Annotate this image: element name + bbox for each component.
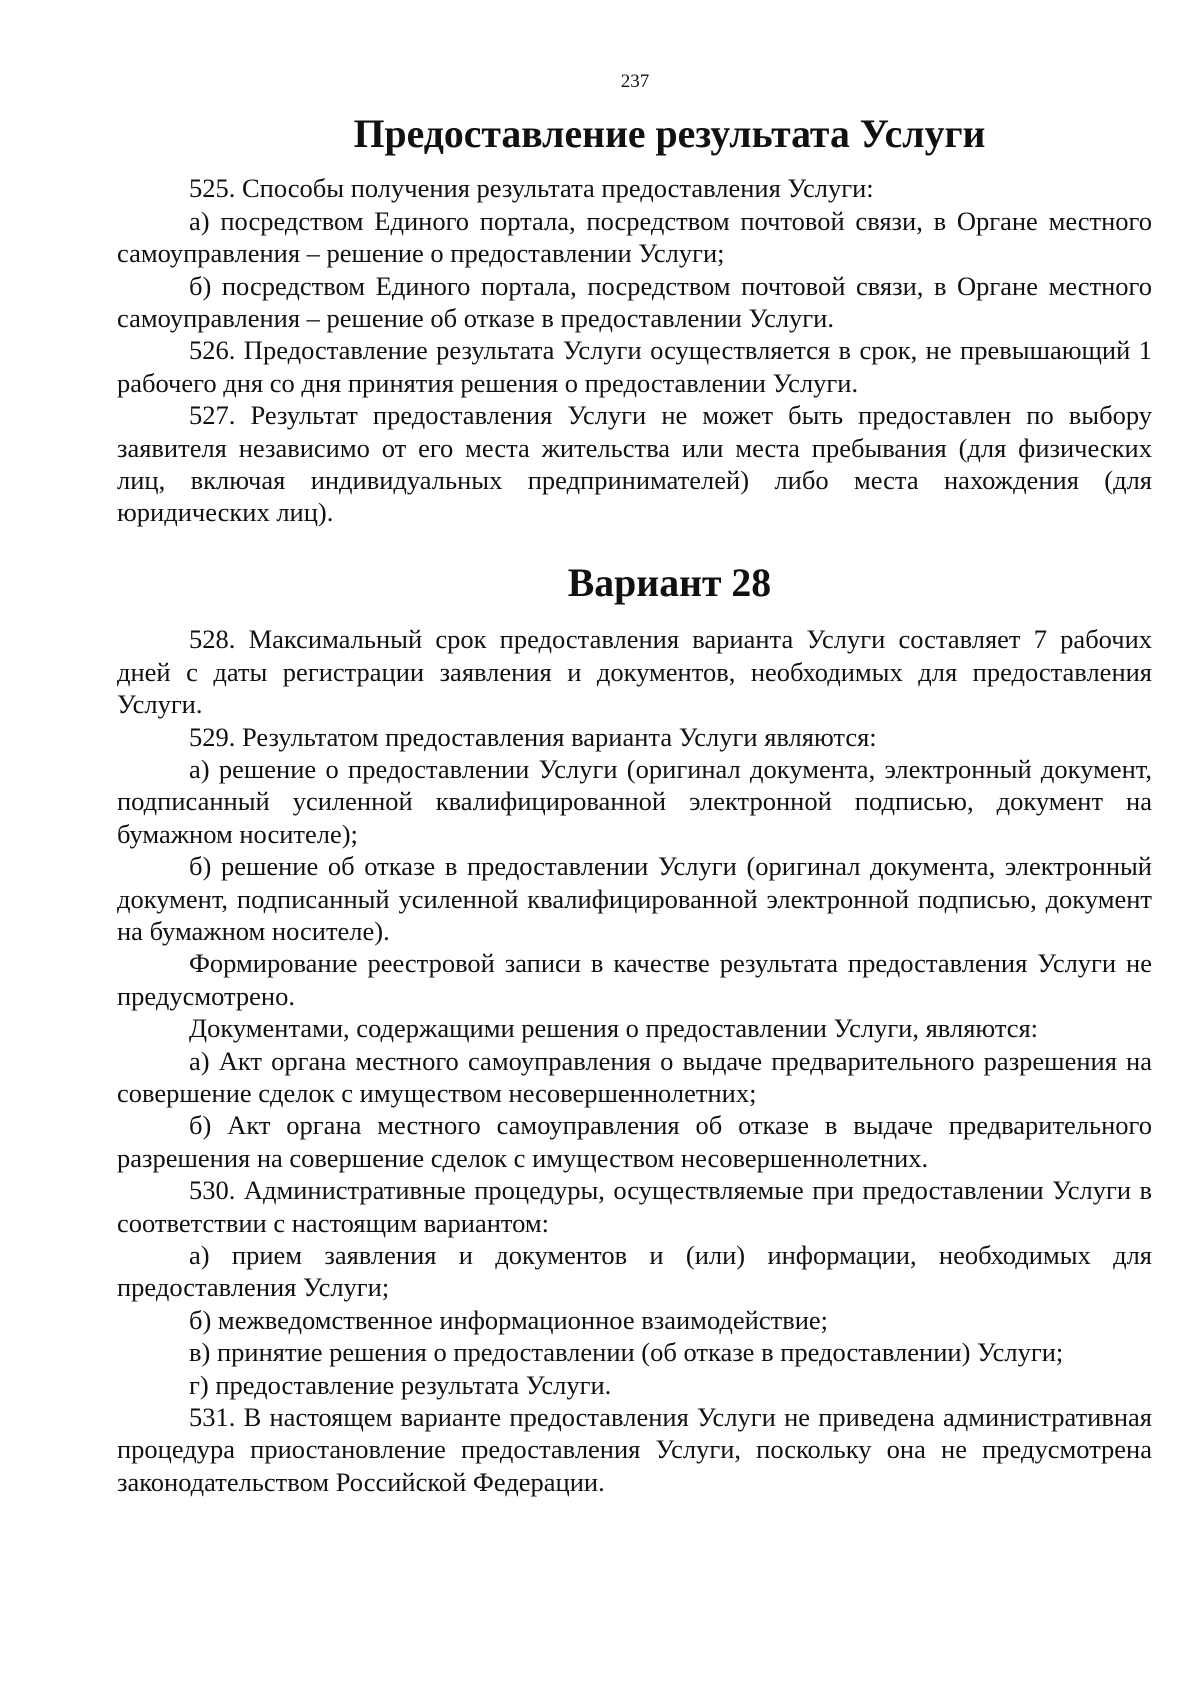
paragraph-525-a: а) посредством Единого портала, посредством почтовой связи, в Органе местного самоуправления – решение о предоставлении Услуги; <box>117 205 1152 269</box>
paragraph-530-c: в) принятие решения о предоставлении (об отказе в предоставлении) Услуги; <box>189 1337 1064 1368</box>
page-content <box>117 112 1152 1498</box>
paragraph-526: 526. Предоставление результата Услуги осуществляется в срок, не превышающий 1 рабочего дня со дня принятия решения о предоставлении Услуги. <box>117 335 1152 398</box>
paragraph-decision-documents: Документами, содержащими решения о предоставлении Услуги, являются: <box>189 1013 1039 1044</box>
paragraph-529: 529. Результатом предоставления варианта Услуги являются: <box>189 721 877 752</box>
section-body <box>117 172 1152 528</box>
paragraph-527: 527. Результат предоставления Услуги не может быть предоставлен по выбору заявителя независимо от его места жительства или места пребывания (для физических лиц, включая индивидуальных предпринимателей) либо места нахождения (для юридических лиц). <box>117 400 1152 528</box>
paragraph-530: 530. Административные процедуры, осуществляемые при предоставлении Услуги в соответствии с настоящим вариантом: <box>117 1175 1152 1238</box>
paragraph-registry-note: Формирование реестровой записи в качестве результата предоставления Услуги не предусмотрено. <box>117 948 1152 1011</box>
paragraph-525-b: б) посредством Единого портала, посредством почтовой связи, в Органе местного самоуправления – решение об отказе в предоставлении Услуги. <box>117 270 1152 334</box>
paragraph-530-b: б) межведомственное информационное взаимодействие; <box>189 1304 829 1335</box>
variant-body <box>117 623 1152 1498</box>
section-title: Предоставление результата Услуги <box>353 112 986 156</box>
paragraph-529-b: б) решение об отказе в предоставлении Услуги (оригинал документа, электронный документ, подписанный усиленной квалифицированной электронной подписью, документ на бумажном носителе). <box>117 851 1152 946</box>
paragraph-525: 525. Способы получения результата предоставления Услуги: <box>189 173 874 204</box>
paragraph-530-a: а) прием заявления и документов и (или) информации, необходимых для предоставления Услуги; <box>117 1240 1152 1303</box>
page-number: 237 <box>620 71 650 92</box>
paragraph-528: 528. Максимальный срок предоставления варианта Услуги составляет 7 рабочих дней с даты регистрации заявления и документов, необходимых для предоставления Услуги. <box>117 624 1152 720</box>
paragraph-530-d: г) предоставление результата Услуги. <box>189 1369 612 1400</box>
paragraph-decision-a: а) Акт органа местного самоуправления о выдаче предварительного разрешения на совершение сделок с имуществом несовершеннолетних; <box>117 1045 1152 1108</box>
paragraph-529-a: а) решение о предоставлении Услуги (оригинал документа, электронный документ, подписанный усиленной квалифицированной электронной подписью, документ на бумажном носителе); <box>117 753 1152 849</box>
paragraph-decision-b: б) Акт органа местного самоуправления об отказе в выдаче предварительного разрешения на совершение сделок с имуществом несовершеннолетних. <box>117 1110 1152 1173</box>
variant-title: Вариант 28 <box>567 560 772 605</box>
paragraph-531: 531. В настоящем варианте предоставления Услуги не приведена административная процедура приостановление предоставления Услуги, поскольку она не предусмотрена законодательством Российской Федерации. <box>117 1402 1152 1497</box>
